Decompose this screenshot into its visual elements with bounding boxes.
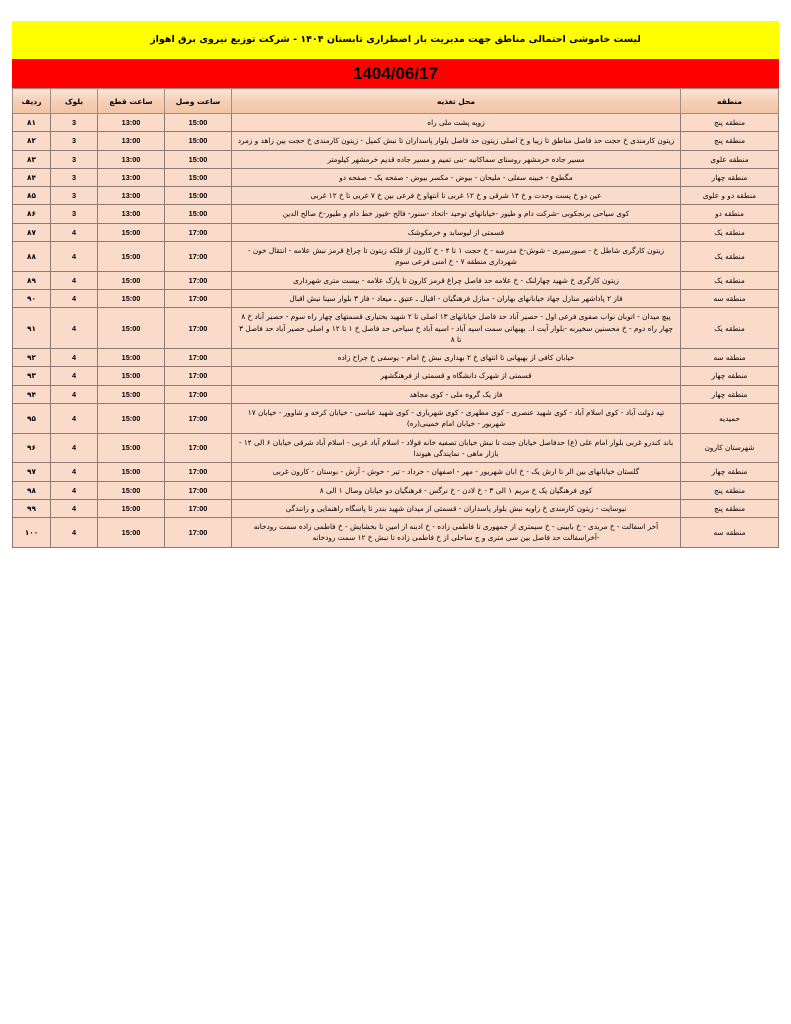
cell-mahal: زیتون کارمندی خ حجت حد فاصل مناطق تا زیبا و خ اصلی زیتون حد فاصل بلوار پاسداران تا نبش کمیل - زیتون کارمندی خ حجت بین زاهد و زمرد <box>232 132 681 150</box>
cell-mantaqe: منطقه پنج <box>681 499 779 517</box>
cell-block: 4 <box>51 367 98 385</box>
cell-radif: ۸۷ <box>13 223 51 241</box>
cell-vasl: 15:00 <box>165 114 232 132</box>
cell-mantaqe: منطقه سه <box>681 289 779 307</box>
cell-block: 4 <box>51 404 98 434</box>
cell-radif: ۹۳ <box>13 367 51 385</box>
cell-mantaqe: منطقه سه <box>681 349 779 367</box>
cell-mahal: زویه پشت ملی راه <box>232 114 681 132</box>
cell-block: 3 <box>51 132 98 150</box>
column-header-vasl: ساعت وصل <box>165 89 232 114</box>
cell-mantaqe: منطقه یک <box>681 242 779 272</box>
cell-mahal: قسمتی از لیوسابد و خرمکوشک <box>232 223 681 241</box>
cell-block: 4 <box>51 223 98 241</box>
cell-radif: ۸۳ <box>13 150 51 168</box>
cell-mahal: قسمتی از شهرک دانشگاه و قسمتی از فرهنگشهر <box>232 367 681 385</box>
cell-block: 3 <box>51 168 98 186</box>
cell-mahal: زیتون کارگری شاطل خ - صبورسیری - شوش-خ مدرسه - خ حجت ۱ تا ۴ - خ کارون از فلکه زیتون تا چراغ قرمز نبش علامه - انتقال خون - شهرداری منطقه ۷ - خ امنی فرعی سوم <box>232 242 681 272</box>
cell-ghat: 13:00 <box>98 205 165 223</box>
cell-vasl: 17:00 <box>165 463 232 481</box>
cell-mantaqe: منطقه علوی <box>681 150 779 168</box>
cell-mantaqe: منطقه یک <box>681 223 779 241</box>
cell-vasl: 17:00 <box>165 433 232 463</box>
table-row <box>13 132 779 150</box>
cell-ghat: 15:00 <box>98 481 165 499</box>
cell-block: 4 <box>51 518 98 548</box>
cell-block: 4 <box>51 242 98 272</box>
cell-block: 4 <box>51 433 98 463</box>
column-header-block: بلوک <box>51 89 98 114</box>
cell-vasl: 17:00 <box>165 308 232 349</box>
cell-mantaqe: منطقه یک <box>681 308 779 349</box>
cell-mantaqe: منطقه دو و علوی <box>681 187 779 205</box>
table-row <box>13 205 779 223</box>
column-header-ghat: ساعت قطع <box>98 89 165 114</box>
cell-mahal: زیتون کارگری خ شهید چهارلنک - خ علامه حد فاصل چراغ قرمز کارون تا پارک علامه - بیست متری شهرداری <box>232 271 681 289</box>
cell-ghat: 15:00 <box>98 367 165 385</box>
cell-mantaqe: منطقه چهار <box>681 367 779 385</box>
cell-ghat: 15:00 <box>98 385 165 403</box>
cell-vasl: 17:00 <box>165 349 232 367</box>
cell-ghat: 13:00 <box>98 168 165 186</box>
cell-radif: ۸۵ <box>13 187 51 205</box>
table-row <box>13 367 779 385</box>
cell-mahal: خیابان کافی از بهبهانی تا انتهای خ ۲ بهداری نبش خ امام - یوسفی خ جراح زاده <box>232 349 681 367</box>
cell-mantaqe: منطقه چهار <box>681 168 779 186</box>
cell-block: 4 <box>51 308 98 349</box>
cell-radif: ۸۴ <box>13 168 51 186</box>
cell-ghat: 13:00 <box>98 132 165 150</box>
cell-mahal: نیوسایت - زیتون کارمندی خ زاویه نبش بلوار پاسداران - قسمتی از میدان شهید بندر تا پاسگاه راهنمایی و رانندگی <box>232 499 681 517</box>
cell-block: 4 <box>51 385 98 403</box>
cell-block: 4 <box>51 271 98 289</box>
cell-block: 4 <box>51 481 98 499</box>
table-row <box>13 223 779 241</box>
cell-mantaqe: منطقه چهار <box>681 463 779 481</box>
cell-ghat: 15:00 <box>98 242 165 272</box>
cell-mantaqe: منطقه سه <box>681 518 779 548</box>
cell-vasl: 17:00 <box>165 367 232 385</box>
table-row <box>13 308 779 349</box>
table-row <box>13 168 779 186</box>
cell-block: 3 <box>51 187 98 205</box>
cell-mahal: کوی فرهنگیان یک خ مریم ۱ الی ۳ - خ لادن - خ نرگس - فرهنگیان دو خیابان وصال ۱ الی ۸ <box>232 481 681 499</box>
cell-block: 4 <box>51 349 98 367</box>
cell-radif: ۹۲ <box>13 349 51 367</box>
cell-mantaqe: شهرستان کارون <box>681 433 779 463</box>
cell-radif: ۸۹ <box>13 271 51 289</box>
cell-mantaqe: منطقه دو <box>681 205 779 223</box>
table-row <box>13 271 779 289</box>
cell-block: 3 <box>51 150 98 168</box>
cell-ghat: 15:00 <box>98 349 165 367</box>
table-body <box>13 114 779 548</box>
cell-ghat: 13:00 <box>98 114 165 132</box>
cell-ghat: 15:00 <box>98 223 165 241</box>
cell-mahal: کوی سیاحی برنجکوبی -شرکت دام و طیور -خیابانهای توحید -اتحاد -سنور- فالح -فیوز خط دام و طیور-خ صالح الدین <box>232 205 681 223</box>
cell-mahal: مسیر جاده خرمشهر روستای سماکانیه -بنی تمیم و مسیر جاده قدیم خرمشهر کیلومتر <box>232 150 681 168</box>
cell-vasl: 15:00 <box>165 150 232 168</box>
document-title-band <box>12 21 779 59</box>
cell-block: 4 <box>51 463 98 481</box>
table-row <box>13 242 779 272</box>
cell-radif: ۹۸ <box>13 481 51 499</box>
table-header <box>13 89 779 114</box>
cell-ghat: 13:00 <box>98 187 165 205</box>
cell-ghat: 13:00 <box>98 150 165 168</box>
cell-mahal: آخر اسفالت - خ مربدی - خ بابینی - خ سیمتری از جمهوری تا فاطمی زاده - خ ادبنه از امین تا بخشایش - خ فاطمی زاده سمت رودخانه -آخراسفالت حد فاصل بین سی متری و ج ساحلی از خ فاطمی زاده تا نبش خ ۱۲ سمت رودخانه <box>232 518 681 548</box>
table-row <box>13 289 779 307</box>
cell-ghat: 15:00 <box>98 271 165 289</box>
table-row <box>13 114 779 132</box>
cell-vasl: 15:00 <box>165 132 232 150</box>
cell-mahal: عین دو خ پست وحدت و خ ۱۴ شرقی و خ ۱۲ غربی تا انتهاو خ فرعی بین خ ۷ غربی تا خ ۱۲ غربی <box>232 187 681 205</box>
cell-block: 3 <box>51 114 98 132</box>
cell-vasl: 17:00 <box>165 499 232 517</box>
cell-radif: ۹۵ <box>13 404 51 434</box>
cell-radif: ۸۶ <box>13 205 51 223</box>
cell-radif: ۹۰ <box>13 289 51 307</box>
table-row <box>13 404 779 434</box>
table-row <box>13 499 779 517</box>
column-header-mantaqe: منطقه <box>681 89 779 114</box>
cell-mantaqe: منطقه پنج <box>681 132 779 150</box>
cell-block: 4 <box>51 499 98 517</box>
cell-ghat: 15:00 <box>98 404 165 434</box>
cell-vasl: 17:00 <box>165 242 232 272</box>
cell-vasl: 17:00 <box>165 518 232 548</box>
cell-mahal: گلستان خیابانهای بین الر تا ارش یک - خ ابان شهریور - مهر - اصفهان - خرداد - تیر - خوش - آرش - بوستان - کارون غربی <box>232 463 681 481</box>
table-row <box>13 150 779 168</box>
outage-schedule-table <box>12 88 779 548</box>
cell-ghat: 15:00 <box>98 463 165 481</box>
cell-vasl: 17:00 <box>165 289 232 307</box>
document-date-band <box>12 59 779 88</box>
cell-vasl: 15:00 <box>165 168 232 186</box>
cell-mahal: پیچ میدان - اتوبان نواب صفوی فرعی اول - حصیر آباد حد فاصل خیابانهای ۱۳ اصلی تا ۲ شهید بختیاری قسمتهای چهار راه سوم - حصیر آباد خ ۸ چهار راه دوم - خ محسنین سخیربه -بلوار آیت ا.. بهبهانی سمت اسیه آباد - اسیه آباد خ سیاحی حد فاصل خ ۱ تا ۱۲ و اصلی حصیر آباد حد فاصل ۳ تا ۸ <box>232 308 681 349</box>
table-row <box>13 349 779 367</box>
cell-ghat: 15:00 <box>98 308 165 349</box>
table-row <box>13 463 779 481</box>
column-header-mahal: محل تغذیه <box>232 89 681 114</box>
cell-radif: ۱۰۰ <box>13 518 51 548</box>
cell-ghat: 15:00 <box>98 518 165 548</box>
cell-block: 3 <box>51 205 98 223</box>
document-date: 1404/06/17 <box>352 63 439 83</box>
document-title: لیست خاموشی احتمالی مناطق جهت مدیریت بار اضطراری تابستان ۱۴۰۴ - شرکت توزیع نیروی برق اهواز <box>150 34 641 46</box>
cell-radif: ۸۲ <box>13 132 51 150</box>
cell-radif: ۹۴ <box>13 385 51 403</box>
cell-radif: ۸۱ <box>13 114 51 132</box>
cell-mantaqe: منطقه یک <box>681 271 779 289</box>
cell-ghat: 15:00 <box>98 289 165 307</box>
cell-radif: ۹۱ <box>13 308 51 349</box>
table-row <box>13 481 779 499</box>
cell-vasl: 17:00 <box>165 223 232 241</box>
cell-mahal: باند کندرو غربی بلوار امام علی (ع) حدفاصل خیابان جنت تا نبش خیابان تصفیه خانه فولاد - اسلام آباد غربی - اسلام آباد شرقی خیابان ۶ الی ۱۴ - بازار ماهی - نمایندگی هیوندا <box>232 433 681 463</box>
cell-mantaqe: حمیدیه <box>681 404 779 434</box>
column-header-radif: ردیف <box>13 89 51 114</box>
cell-radif: ۸۸ <box>13 242 51 272</box>
cell-mahal: فاز یک گروه ملی - کوی مجاهد <box>232 385 681 403</box>
table-header-row <box>13 89 779 114</box>
cell-ghat: 15:00 <box>98 433 165 463</box>
cell-ghat: 15:00 <box>98 499 165 517</box>
table-row <box>13 433 779 463</box>
cell-mahal: تپه دولت آباد - کوی اسلام آباد - کوی شهید عنصری - کوی مطهری - کوی شهرباری - کوی شهید عباسی - خیابان کرخه و شاوور - خیابان ۱۷ شهریور - خیابان امام خمینی(ره) <box>232 404 681 434</box>
cell-mantaqe: منطقه چهار <box>681 385 779 403</box>
cell-mantaqe: منطقه پنج <box>681 114 779 132</box>
cell-vasl: 15:00 <box>165 205 232 223</box>
cell-vasl: 17:00 <box>165 385 232 403</box>
table-row <box>13 518 779 548</box>
cell-mahal: فاز ۲ پاداشهر منازل جهاد خیابانهای بهاران - منازل فرهنگیان - اقبال ـ عتیق ـ میعاد - فاز ۳ بلوار سینا نبش اقبال <box>232 289 681 307</box>
table-row <box>13 385 779 403</box>
cell-vasl: 17:00 <box>165 481 232 499</box>
table-row <box>13 187 779 205</box>
cell-vasl: 17:00 <box>165 404 232 434</box>
cell-block: 4 <box>51 289 98 307</box>
cell-mahal: مگطوع - خبینه سفلی - ملیحان - بیوض - مکسر بیوض - صفحه یک - صفحه دو <box>232 168 681 186</box>
cell-radif: ۹۷ <box>13 463 51 481</box>
cell-mantaqe: منطقه پنج <box>681 481 779 499</box>
cell-radif: ۹۹ <box>13 499 51 517</box>
cell-radif: ۹۶ <box>13 433 51 463</box>
cell-vasl: 17:00 <box>165 271 232 289</box>
cell-vasl: 15:00 <box>165 187 232 205</box>
